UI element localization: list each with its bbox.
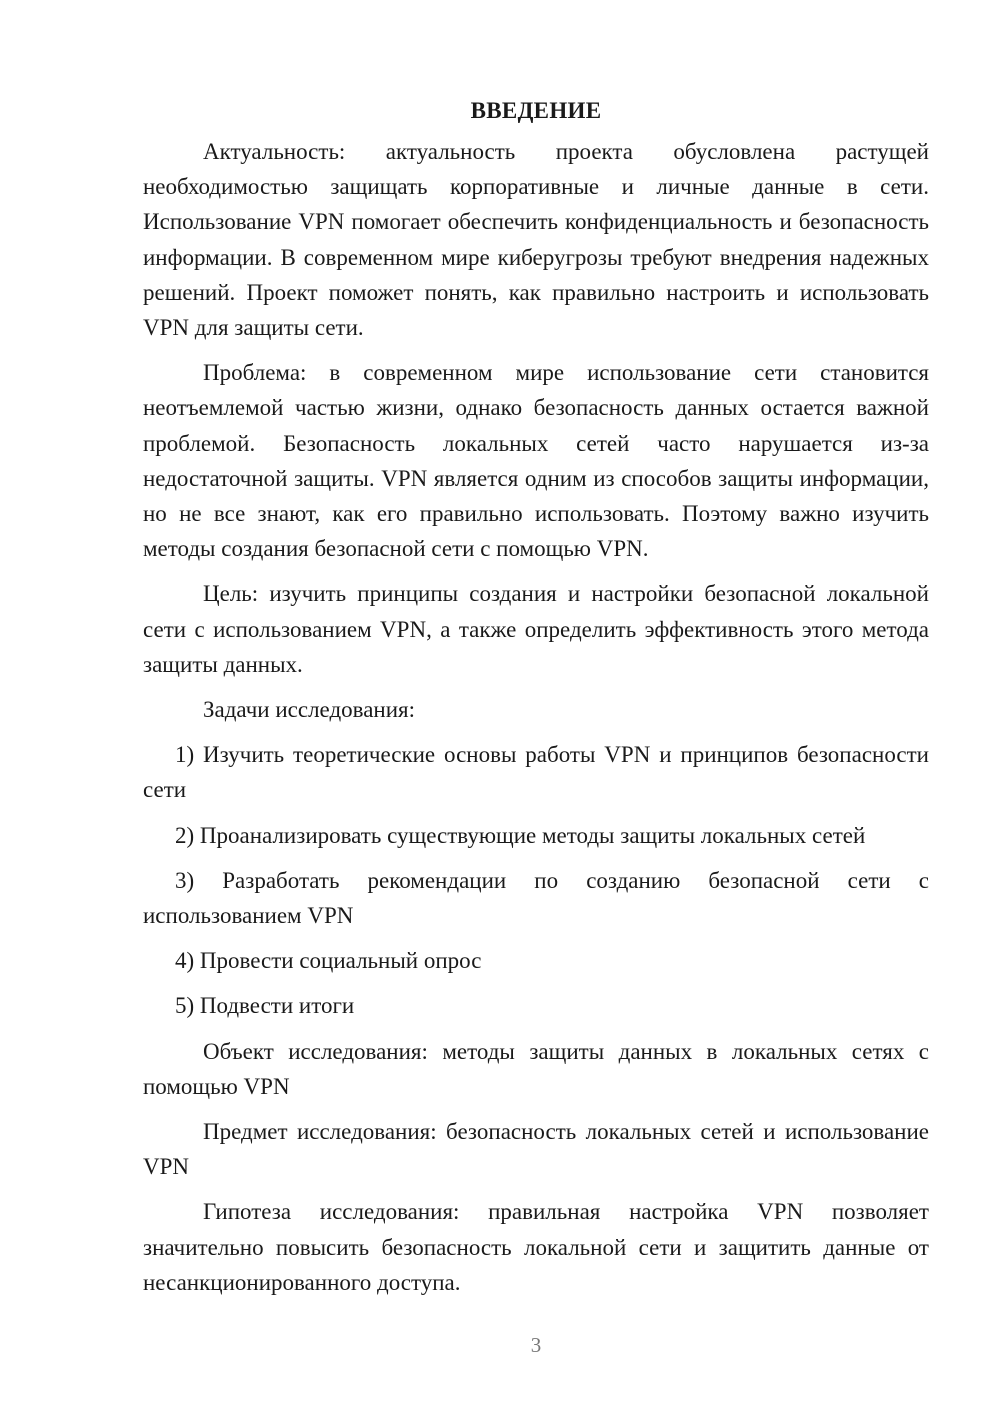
goal-paragraph: Цель: изучить принципы создания и настройки безопасной локальной сети с использованием VPN, а также определить эффективность этого метода защиты данных. (143, 581, 929, 677)
task-item-1: 1) Изучить теоретические основы работы VPN и принципов безопасности сети (143, 742, 929, 803)
section-title: ВВЕДЕНИЕ (470, 98, 602, 123)
task-item-3: 3) Разработать рекомендации по созданию безопасной сети с использованием VPN (143, 867, 929, 929)
research-subject-paragraph: Предмет исследования: безопасность локальных сетей и использование VPN (143, 1119, 929, 1180)
tasks-heading: Задачи исследования: (203, 697, 416, 723)
relevance-paragraph: Актуальность: актуальность проекта обусловлена растущей необходимостью защищать корпоративные и личные данные в сети. Использование VPN помогает обеспечить конфиденциальность и безопасность информации. В современном мире киберугрозы требуют внедрения надежных решений. Проект поможет понять, как правильно настроить и использовать VPN для защиты сети. (143, 139, 929, 341)
document-page (143, 92, 929, 1310)
page-number: 3 (530, 1333, 542, 1357)
problem-paragraph: Проблема: в современном мире использование сети становится неотъемлемой частью жизни, однако безопасность данных остается важной проблемой. Безопасность локальных сетей часто нарушается из-за недостаточной защиты. VPN является одним из способов защиты информации, но не все знают, как его правильно использовать. Поэтому важно изучить методы создания безопасной сети с помощью VPN. (143, 360, 929, 562)
hypothesis-paragraph: Гипотеза исследования: правильная настройка VPN позволяет значительно повысить безопасность локальной сети и защитить данные от несанкционированного доступа. (143, 1199, 929, 1295)
task-item-5: 5) Подвести итоги (175, 993, 355, 1019)
task-item-2: 2) Проанализировать существующие методы защиты локальных сетей (175, 822, 866, 848)
research-object-paragraph: Объект исследования: методы защиты данных в локальных сетях с помощью VPN (143, 1038, 929, 1099)
task-item-4: 4) Провести социальный опрос (175, 948, 482, 974)
